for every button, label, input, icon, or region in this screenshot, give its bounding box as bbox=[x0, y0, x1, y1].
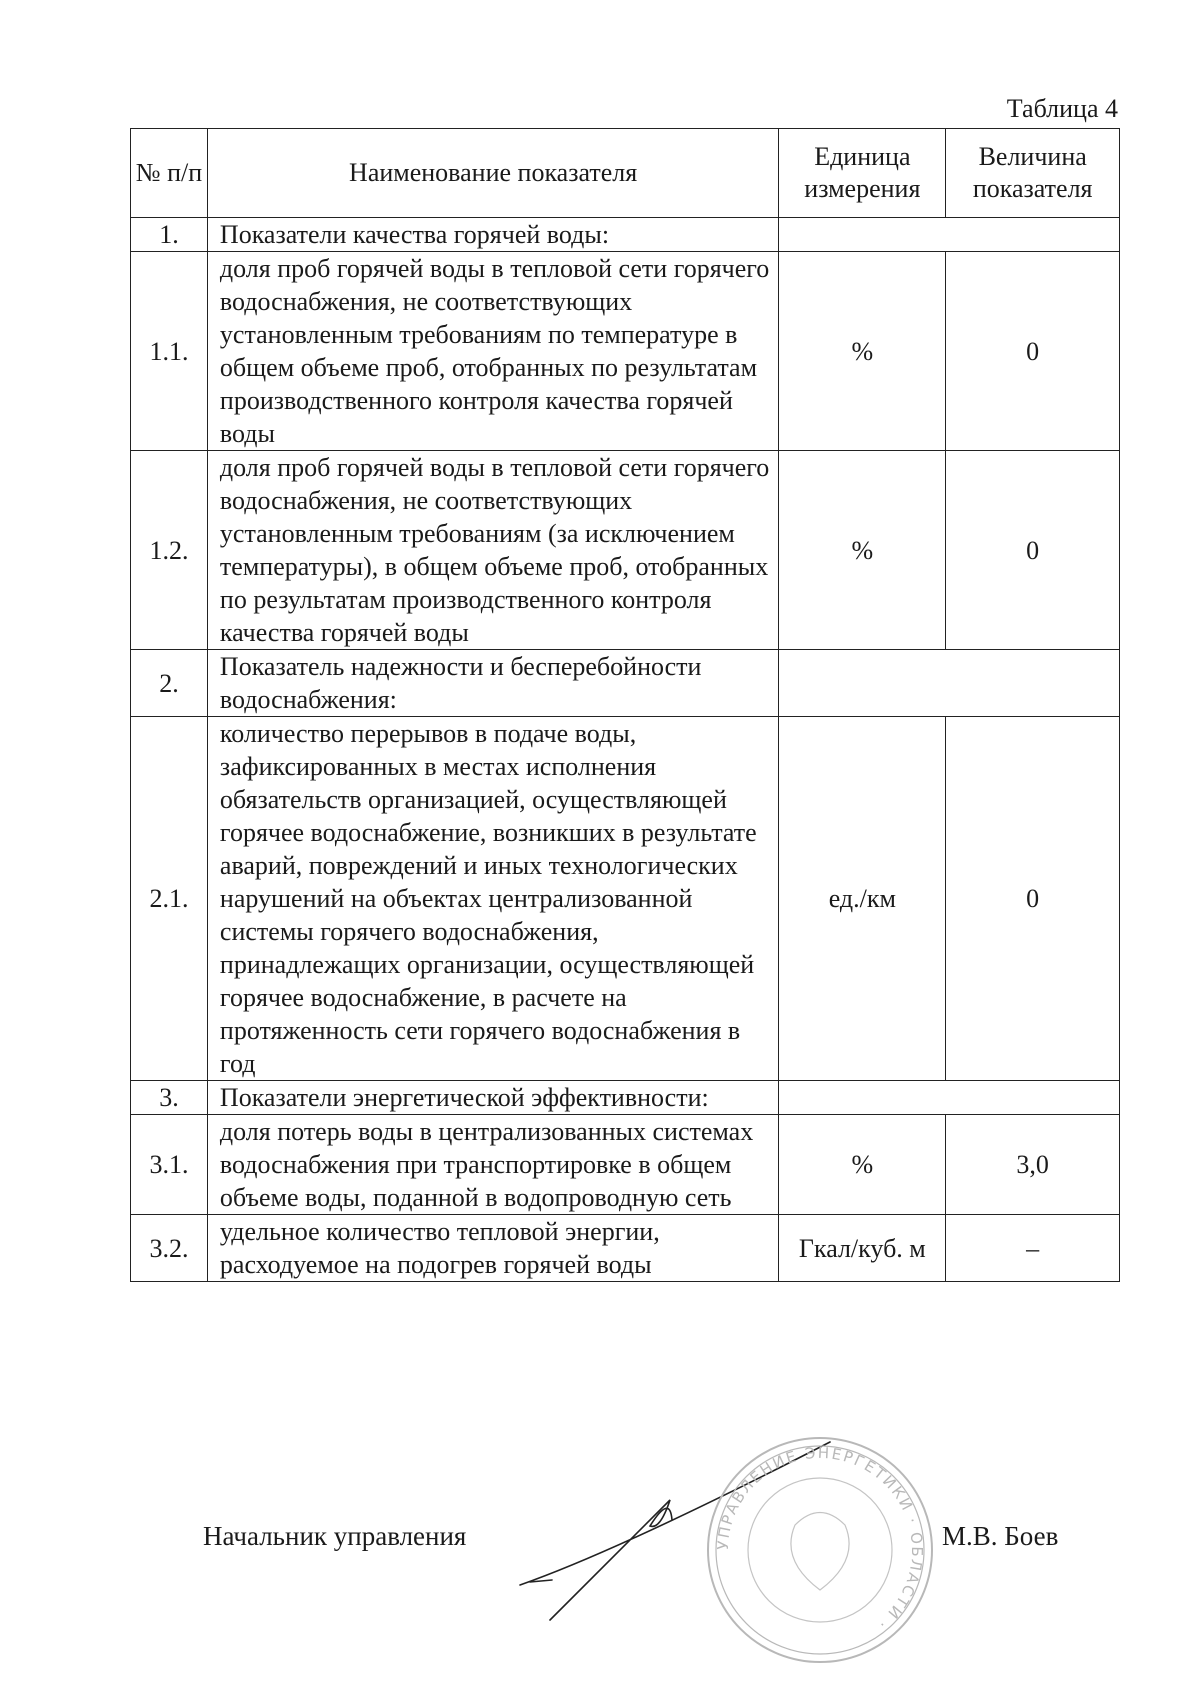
indicators-table bbox=[130, 128, 1120, 1282]
table-header-row bbox=[131, 129, 1120, 218]
signatory-name: М.В. Боев bbox=[942, 1521, 1059, 1551]
row-num: 2. bbox=[131, 650, 208, 717]
row-num: 2.1. bbox=[131, 717, 208, 1081]
row-num: 1.2. bbox=[131, 451, 208, 650]
header-value: Величина показателя bbox=[946, 129, 1120, 218]
row-name: Показатели энергетической эффективности: bbox=[207, 1081, 778, 1115]
row-empty-cell bbox=[779, 1081, 1120, 1115]
row-name: удельное количество тепловой энергии, расходуемое на подогрев горячей воды bbox=[207, 1215, 778, 1282]
header-name: Наименование показателя bbox=[207, 129, 778, 218]
row-name: доля проб горячей воды в тепловой сети горячего водоснабжения, не соответствующих установленным требованиям по температуре в общем объеме проб, отобранных по результатам производственного контроля качества горячей воды bbox=[207, 252, 778, 451]
table-row bbox=[131, 1215, 1120, 1282]
row-value: – bbox=[946, 1215, 1120, 1282]
row-name: доля проб горячей воды в тепловой сети горячего водоснабжения, не соответствующих установленным требованиям (за исключением температуры), в общем объеме проб, отобранных по результатам производственного контроля качества горячей воды bbox=[207, 451, 778, 650]
row-num: 1. bbox=[131, 218, 208, 252]
row-num: 3.2. bbox=[131, 1215, 208, 1282]
row-num: 3. bbox=[131, 1081, 208, 1115]
table-row bbox=[131, 218, 1120, 252]
table-row bbox=[131, 717, 1120, 1081]
row-unit: % bbox=[779, 252, 946, 451]
table-caption: Таблица 4 bbox=[1006, 94, 1118, 123]
row-name: Показатели качества горячей воды: bbox=[207, 218, 778, 252]
table-row bbox=[131, 252, 1120, 451]
row-name: доля потерь воды в централизованных системах водоснабжения при транспортировке в общем объеме воды, поданной в водопроводную сеть bbox=[207, 1115, 778, 1215]
signatory-role: Начальник управления bbox=[203, 1521, 467, 1551]
header-unit: Единица измерения bbox=[779, 129, 946, 218]
official-stamp-image bbox=[700, 1430, 940, 1670]
table-row bbox=[131, 451, 1120, 650]
table-row bbox=[131, 1115, 1120, 1215]
table-row bbox=[131, 650, 1120, 717]
row-num: 1.1. bbox=[131, 252, 208, 451]
row-unit: Гкал/куб. м bbox=[779, 1215, 946, 1282]
row-empty-cell bbox=[779, 650, 1120, 717]
header-num: № п/п bbox=[131, 129, 208, 218]
row-unit: ед./км bbox=[779, 717, 946, 1081]
row-num: 3.1. bbox=[131, 1115, 208, 1215]
svg-text:УПРАВЛЕНИЕ ЭНЕРГЕТИКИ · ОБЛАСТ: УПРАВЛЕНИЕ ЭНЕРГЕТИКИ · ОБЛАСТИ · bbox=[713, 1443, 927, 1635]
table-row bbox=[131, 1081, 1120, 1115]
row-name: Показатель надежности и бесперебойности водоснабжения: bbox=[207, 650, 778, 717]
row-value: 0 bbox=[946, 451, 1120, 650]
row-value: 0 bbox=[946, 717, 1120, 1081]
row-unit: % bbox=[779, 451, 946, 650]
row-value: 3,0 bbox=[946, 1115, 1120, 1215]
row-value: 0 bbox=[946, 252, 1120, 451]
row-empty-cell bbox=[779, 218, 1120, 252]
row-name: количество перерывов в подаче воды, зафиксированных в местах исполнения обязательств организацией, осуществляющей горячее водоснабжение, возникших в результате аварий, повреждений и иных технологических нарушений на объектах централизованной системы горячего водоснабжения, принадлежащих организации, осуществляющей горячее водоснабжение, в расчете на протяженность сети горячего водоснабжения в год bbox=[207, 717, 778, 1081]
row-unit: % bbox=[779, 1115, 946, 1215]
